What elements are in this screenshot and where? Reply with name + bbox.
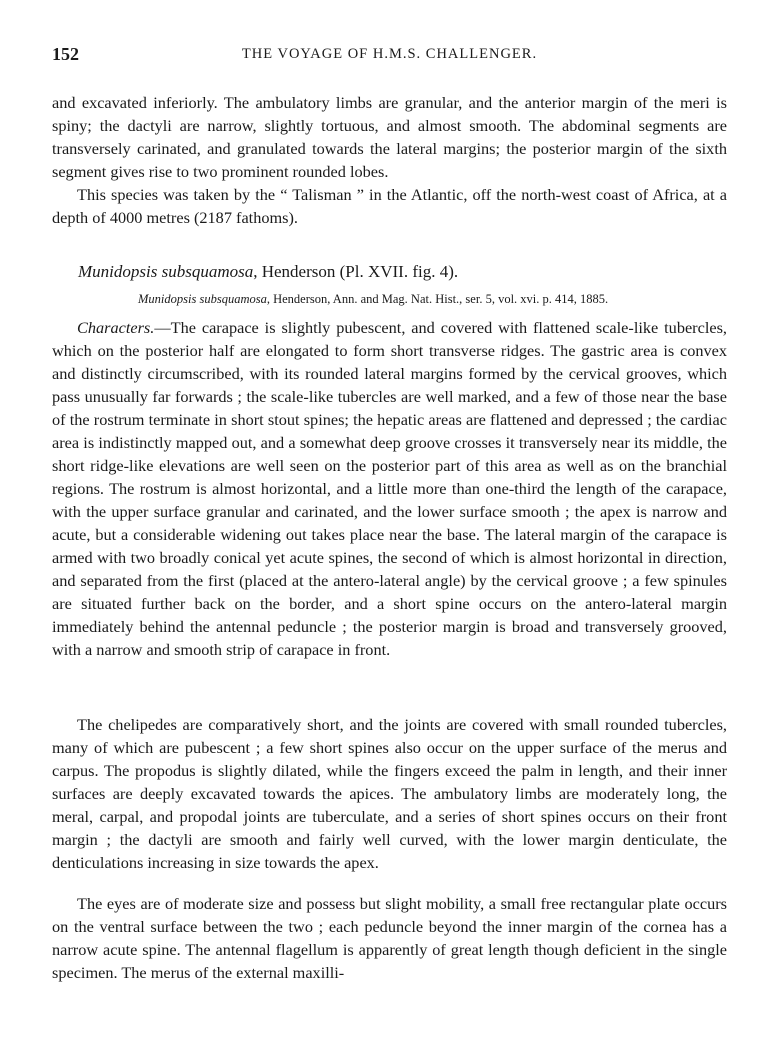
text-block-intro [52, 91, 727, 229]
paragraph-chelipedes: The chelipedes are comparatively short, and the joints are covered with small rounded tubercles, many of which are pubescent ; a few short spines also occur on the upper surface of the merus and carpus. The propodus is slightly dilated, while the fingers exceed the palm in length, and their inner surfaces are deeply excavated towards the apices. The ambulatory limbs are moderately long, the meral, carpal, and propodal joints are tuberculate, and a series of short spines occurs on their front margin ; the dactyli are smooth and fairly well curved, with the lower margin denticulate, the denticulations increasing in size towards the apex. [52, 715, 727, 872]
citation-species-name: Munidopsis subsquamosa [138, 292, 267, 306]
page-number: 152 [52, 44, 79, 64]
species-citation [138, 292, 608, 307]
paragraph-limbs: and excavated inferiorly. The ambulatory limbs are granular, and the anterior margin of the meri is spiny; the dactyli are narrow, slightly tortuous, and almost smooth. The abdominal segments are transversely carinated, and granulated towards the lateral margins; the posterior margin of the sixth segment gives rise to two prominent rounded lobes. [52, 93, 727, 181]
paragraph-locality: This species was taken by the “ Talisman ” in the Atlantic, off the north-west coast of Africa, at a depth of 4000 metres (2187 fathoms). [52, 185, 727, 227]
species-authority: , Henderson (Pl. XVII. fig. 4). [253, 262, 459, 281]
paragraph-characters [52, 316, 727, 661]
characters-lead: Characters. [77, 318, 155, 337]
species-name: Munidopsis subsquamosa [78, 262, 254, 281]
text-block-characters [52, 316, 727, 661]
characters-text: —The carapace is slightly pubescent, and covered with flattened scale-like tubercles, which on the posterior half are elongated to form short transverse ridges. The gastric area is convex and distinctly circumscribed, with its rounded lateral margins formed by the cervical grooves, which pass unusually far forwards ; the scale-like tubercles are well marked, and a few of those near the base of the rostrum terminate in short stout spines; the hepatic areas are flattened and depressed ; the cardiac area is indistinctly mapped out, and a somewhat deep groove crosses it transversely near its middle, the short ridge-like elevations are well seen on the posterior part of this area as well as on the branchial regions. The rostrum is almost horizontal, and a little more than one-third the length of the carapace, with the upper surface granular and carinated, and the lower surface smooth ; the apex is narrow and acute, but a considerable widening out takes place near the base. The lateral margin of the carapace is armed with two broadly conical yet acute spines, the second of which is almost horizontal in direction, and separated from the first (placed at the antero-lateral angle) by the cervical groove ; a few spinules are situated further back on the border, and a short spine occurs on the antero-lateral margin immediately behind the antennal peduncle ; the posterior margin is broad and transversely grooved, with a narrow and smooth strip of carapace in front. [52, 318, 727, 659]
text-block-chelipedes [52, 713, 727, 874]
species-heading [78, 262, 458, 282]
text-block-eyes [52, 892, 727, 984]
running-head: THE VOYAGE OF H.M.S. CHALLENGER. [241, 46, 538, 62]
page-header [52, 44, 727, 68]
citation-reference: , Henderson, Ann. and Mag. Nat. Hist., ser. 5, vol. xvi. p. 414, 1885. [266, 292, 609, 306]
paragraph-eyes: The eyes are of moderate size and possess but slight mobility, a small free rectangular plate occurs on the ventral surface between the two ; each peduncle beyond the inner margin of the cornea has a narrow acute spine. The antennal flagellum is apparently of great length though deficient in the single specimen. The merus of the external maxilli- [52, 894, 727, 982]
